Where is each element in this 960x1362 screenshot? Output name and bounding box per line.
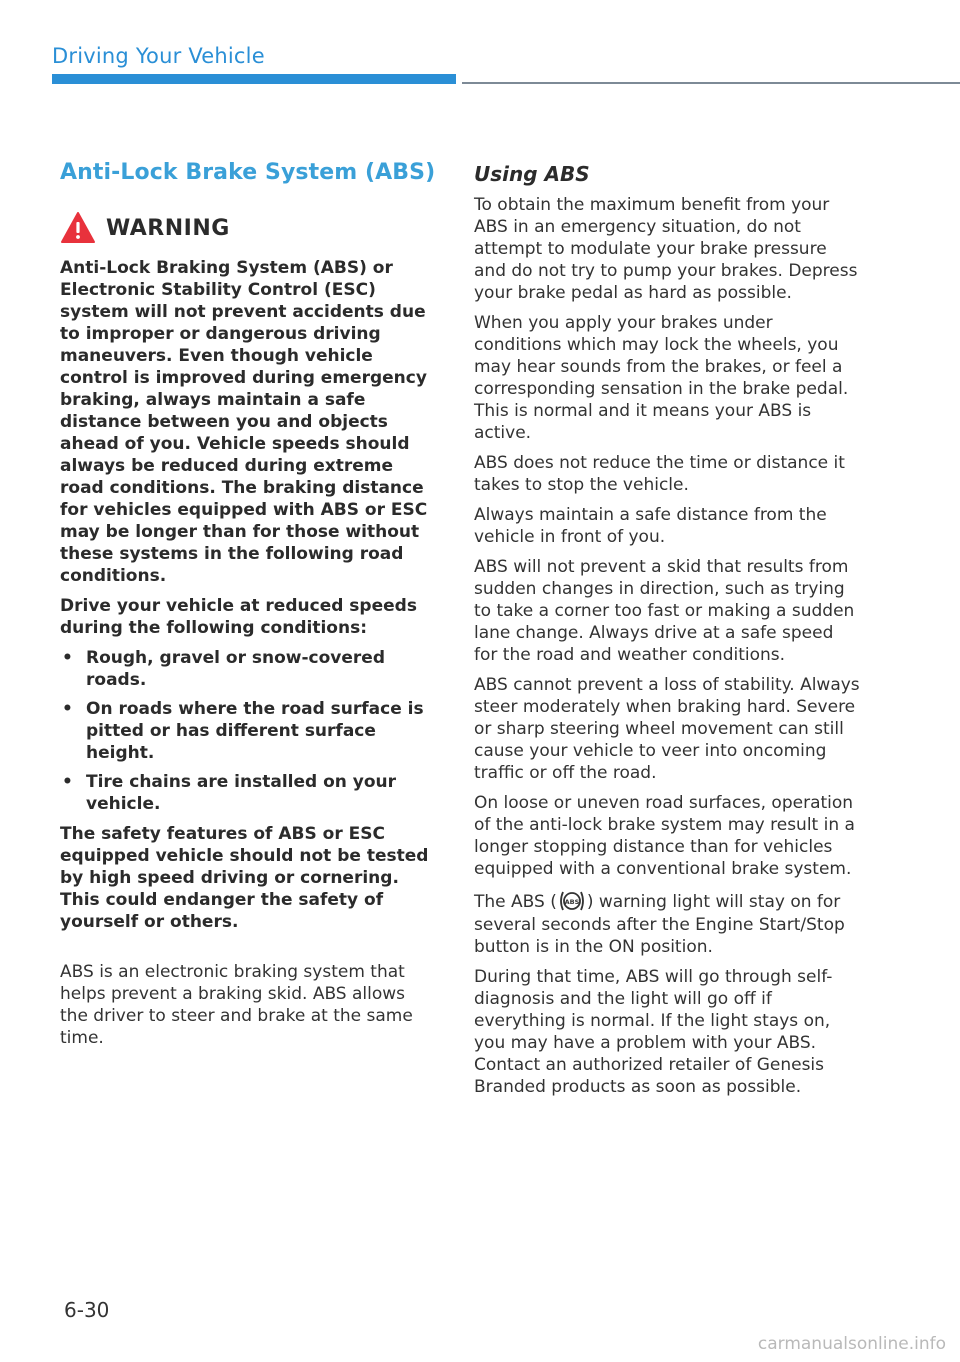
abs-intro-paragraph: ABS is an electronic braking system that helps prevent a braking skid. ABS allows the driver to steer and brake at the same time. [60, 962, 413, 1048]
page-number: 6-30 [64, 1298, 110, 1322]
abs-warning-light-paragraph [474, 888, 860, 958]
body-paragraph: Always maintain a safe distance from the vehicle in front of you. [474, 505, 827, 547]
right-column [474, 160, 860, 1106]
warning-label: WARNING [106, 215, 230, 241]
running-header: Driving Your Vehicle [52, 44, 265, 68]
list-item: • Rough, gravel or snow-covered roads. [60, 647, 438, 691]
warning-conditions-list [60, 647, 438, 815]
body-paragraph: ABS does not reduce the time or distance it takes to stop the vehicle. [474, 453, 845, 495]
body-paragraph: ABS will not prevent a skid that results from sudden changes in direction, such as trying to take a corner too fast or making a sudden lane change. Always drive at a safe speed for the road and weather conditions. [474, 557, 855, 665]
warning-triangle-icon [60, 211, 96, 245]
warning-heading [60, 211, 438, 245]
warning-paragraph: Anti-Lock Braking System (ABS) or Electronic Stability Control (ESC) system will not prevent accidents due to improper or dangerous driving maneuvers. Even though vehicle control is improved during emergency braking, always maintain a safe distance between you and objects ahead of you. Vehicle speeds should always be reduced during extreme road conditions. The braking distance for vehicles equipped with ABS or ESC may be longer than for those without these systems in the following road conditions. [60, 258, 428, 586]
abs-icon-text: ABS [564, 898, 580, 906]
section-title: Anti-Lock Brake System (ABS) [60, 160, 436, 185]
body-paragraph: When you apply your brakes under conditions which may lock the wheels, you may hear sounds from the brakes, or feel a corresponding sensation in the brake pedal. This is normal and it means your ABS is active. [474, 313, 849, 443]
header-rule [462, 82, 960, 84]
header-accent-bar [52, 74, 456, 84]
watermark: carmanualsonline.info [757, 1334, 946, 1354]
body-paragraph: ABS cannot prevent a loss of stability. Always steer moderately when braking hard. Severe or sharp steering wheel movement can still cause your vehicle to veer into oncoming traffic or off the road. [474, 675, 860, 783]
warning-paragraph: Drive your vehicle at reduced speeds during the following conditions: [60, 596, 417, 638]
body-paragraph: During that time, ABS will go through self-diagnosis and the light will go off if everything is normal. If the light stays on, you may have a problem with your ABS. Contact an authorized retailer of Genesis Branded products as soon as possible. [474, 967, 833, 1097]
list-item: • Tire chains are installed on your vehicle. [60, 771, 438, 815]
abs-warning-light-icon [558, 888, 586, 914]
subsection-title: Using ABS [474, 162, 590, 186]
body-paragraph: To obtain the maximum benefit from your ABS in an emergency situation, do not attempt to modulate your brake pressure and do not try to pump your brakes. Depress your brake pedal as hard as possible. [474, 195, 858, 303]
light-text-after: ) warning light will stay on for several seconds after the Engine Start/Stop button is in the ON position. [474, 892, 845, 957]
list-item: • On roads where the road surface is pitted or has different surface height. [60, 698, 438, 764]
warning-paragraph: The safety features of ABS or ESC equipped vehicle should not be tested by high speed driving or cornering. This could endanger the safety of yourself or others. [60, 824, 429, 932]
light-text-before: The ABS ( [474, 892, 557, 912]
body-paragraph: On loose or uneven road surfaces, operation of the anti-lock brake system may result in a longer stopping distance than for vehicles equipped with a conventional brake system. [474, 793, 855, 879]
left-column [60, 160, 438, 1057]
